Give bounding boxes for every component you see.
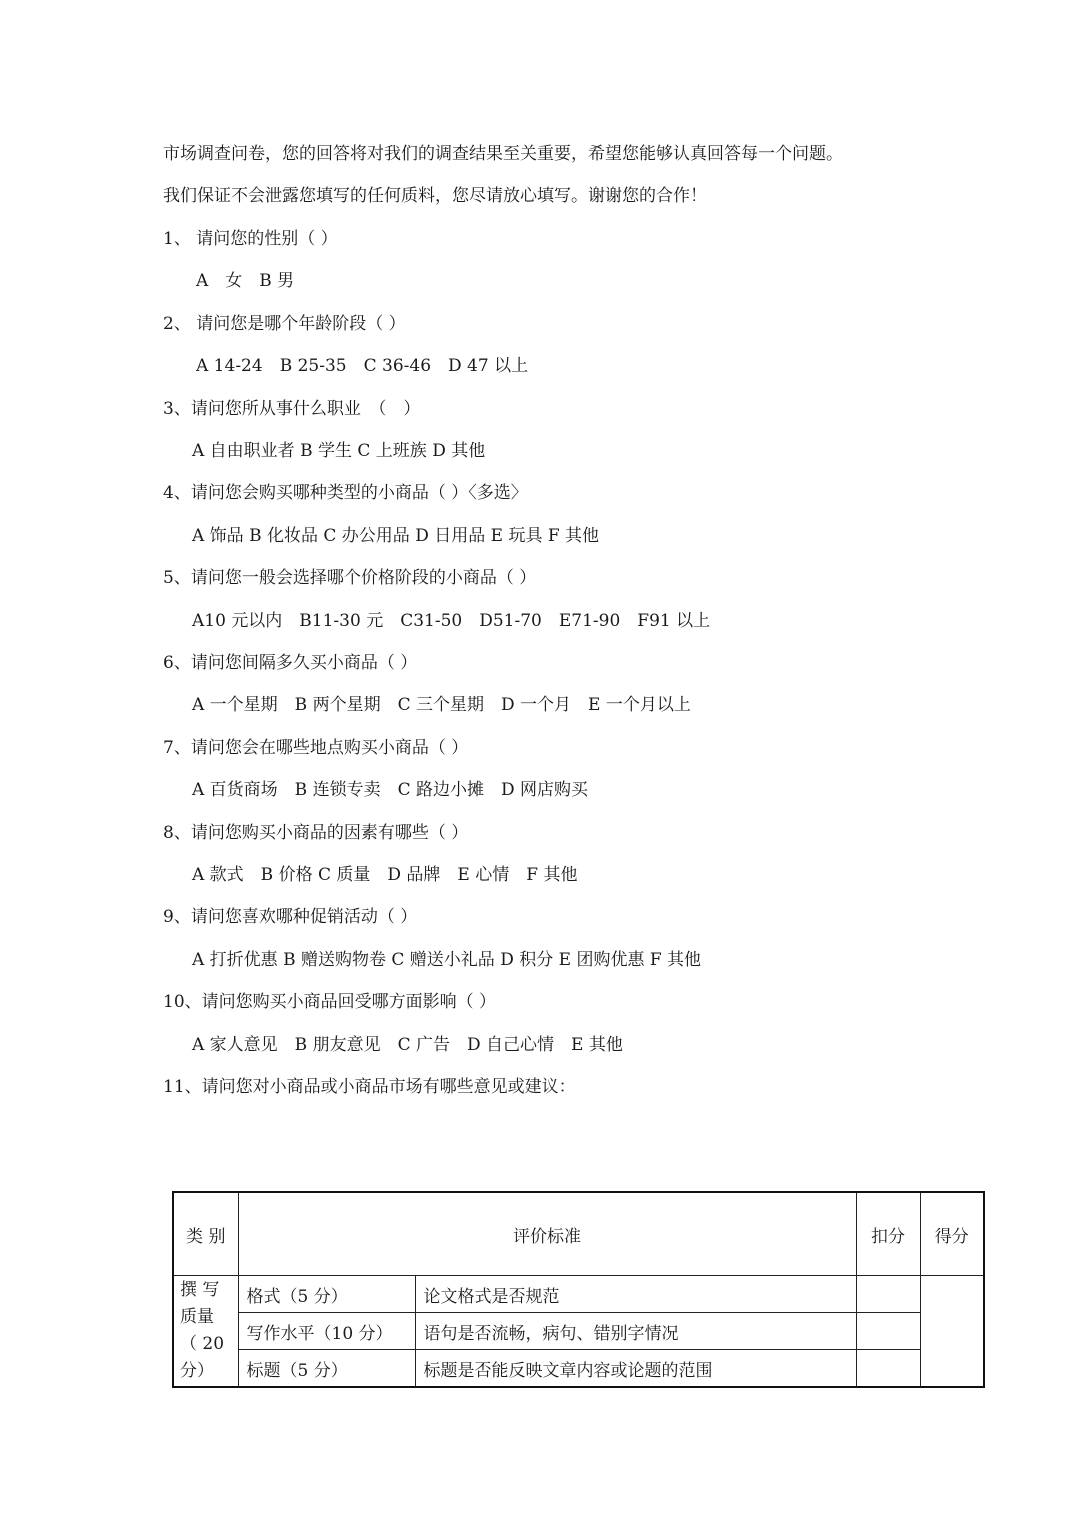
intro-line-2: 我们保证不会泄露您填写的任何质料，您尽请放心填写。谢谢您的合作！ <box>163 186 707 206</box>
deduct-cell <box>856 1350 920 1388</box>
question-7-options: A 百货商场 B 连锁专卖 C 路边小摊 D 网店购买 <box>192 780 589 800</box>
question-4-options: A 饰品 B 化妆品 C 办公用品 D 日用品 E 玩具 F 其他 <box>192 526 600 546</box>
row-desc: 语句是否流畅，病句、错别字情况 <box>415 1313 856 1350</box>
evaluation-table <box>172 1191 985 1388</box>
score-cell <box>920 1276 984 1388</box>
intro-line-1: 市场调查问卷，您的回答将对我们的调查结果至关重要，希望您能够认真回答每一个问题。 <box>163 144 843 164</box>
table-row <box>173 1276 984 1313</box>
question-2: 2、 请问您是哪个年龄阶段（ ） <box>163 314 406 334</box>
question-5-options: A10 元以内 B11-30 元 C31-50 D51-70 E71-90 F91 以上 <box>192 611 711 631</box>
row-desc: 论文格式是否规范 <box>415 1276 856 1313</box>
header-score: 得分 <box>920 1192 984 1276</box>
question-9-options: A 打折优惠 B 赠送购物卷 C 赠送小礼品 D 积分 E 团购优惠 F 其他 <box>192 950 702 970</box>
question-6: 6、请问您间隔多久买小商品（ ） <box>163 653 418 673</box>
category-cell: 撰 写 质量 （ 20 分） <box>173 1276 238 1388</box>
question-5: 5、请问您一般会选择哪个价格阶段的小商品（ ） <box>163 568 537 588</box>
header-criteria: 评价标准 <box>238 1192 856 1276</box>
question-4: 4、请问您会购买哪种类型的小商品（ ）〈多选〉 <box>163 483 528 503</box>
deduct-cell <box>856 1276 920 1313</box>
row-item: 格式（5 分） <box>238 1276 415 1313</box>
question-10: 10、请问您购买小商品回受哪方面影响（ ） <box>163 992 497 1012</box>
question-1-options: A 女 B 男 <box>196 271 295 291</box>
header-category: 类 别 <box>173 1192 238 1276</box>
question-6-options: A 一个星期 B 两个星期 C 三个星期 D 一个月 E 一个月以上 <box>192 695 691 715</box>
question-10-options: A 家人意见 B 朋友意见 C 广告 D 自己心情 E 其他 <box>192 1035 623 1055</box>
question-11: 11、请问您对小商品或小商品市场有哪些意见或建议： <box>163 1077 576 1097</box>
question-3-options: A 自由职业者 B 学生 C 上班族 D 其他 <box>192 441 486 461</box>
question-1: 1、 请问您的性别（ ） <box>163 229 338 249</box>
question-2-options: A 14-24 B 25-35 C 36-46 D 47 以上 <box>196 356 529 376</box>
question-7: 7、请问您会在哪些地点购买小商品（ ） <box>163 738 469 758</box>
row-item: 写作水平（10 分） <box>238 1313 415 1350</box>
table-row <box>173 1350 984 1388</box>
deduct-cell <box>856 1313 920 1350</box>
row-item: 标题（5 分） <box>238 1350 415 1388</box>
question-8: 8、请问您购买小商品的因素有哪些（ ） <box>163 823 469 843</box>
question-8-options: A 款式 B 价格 C 质量 D 品牌 E 心情 F 其他 <box>192 865 578 885</box>
table-row <box>173 1313 984 1350</box>
header-deduct: 扣分 <box>856 1192 920 1276</box>
question-9: 9、请问您喜欢哪种促销活动（ ） <box>163 907 418 927</box>
question-3: 3、请问您所从事什么职业 （ ） <box>163 399 421 419</box>
row-desc: 标题是否能反映文章内容或论题的范围 <box>415 1350 856 1388</box>
table-header-row <box>173 1192 984 1276</box>
